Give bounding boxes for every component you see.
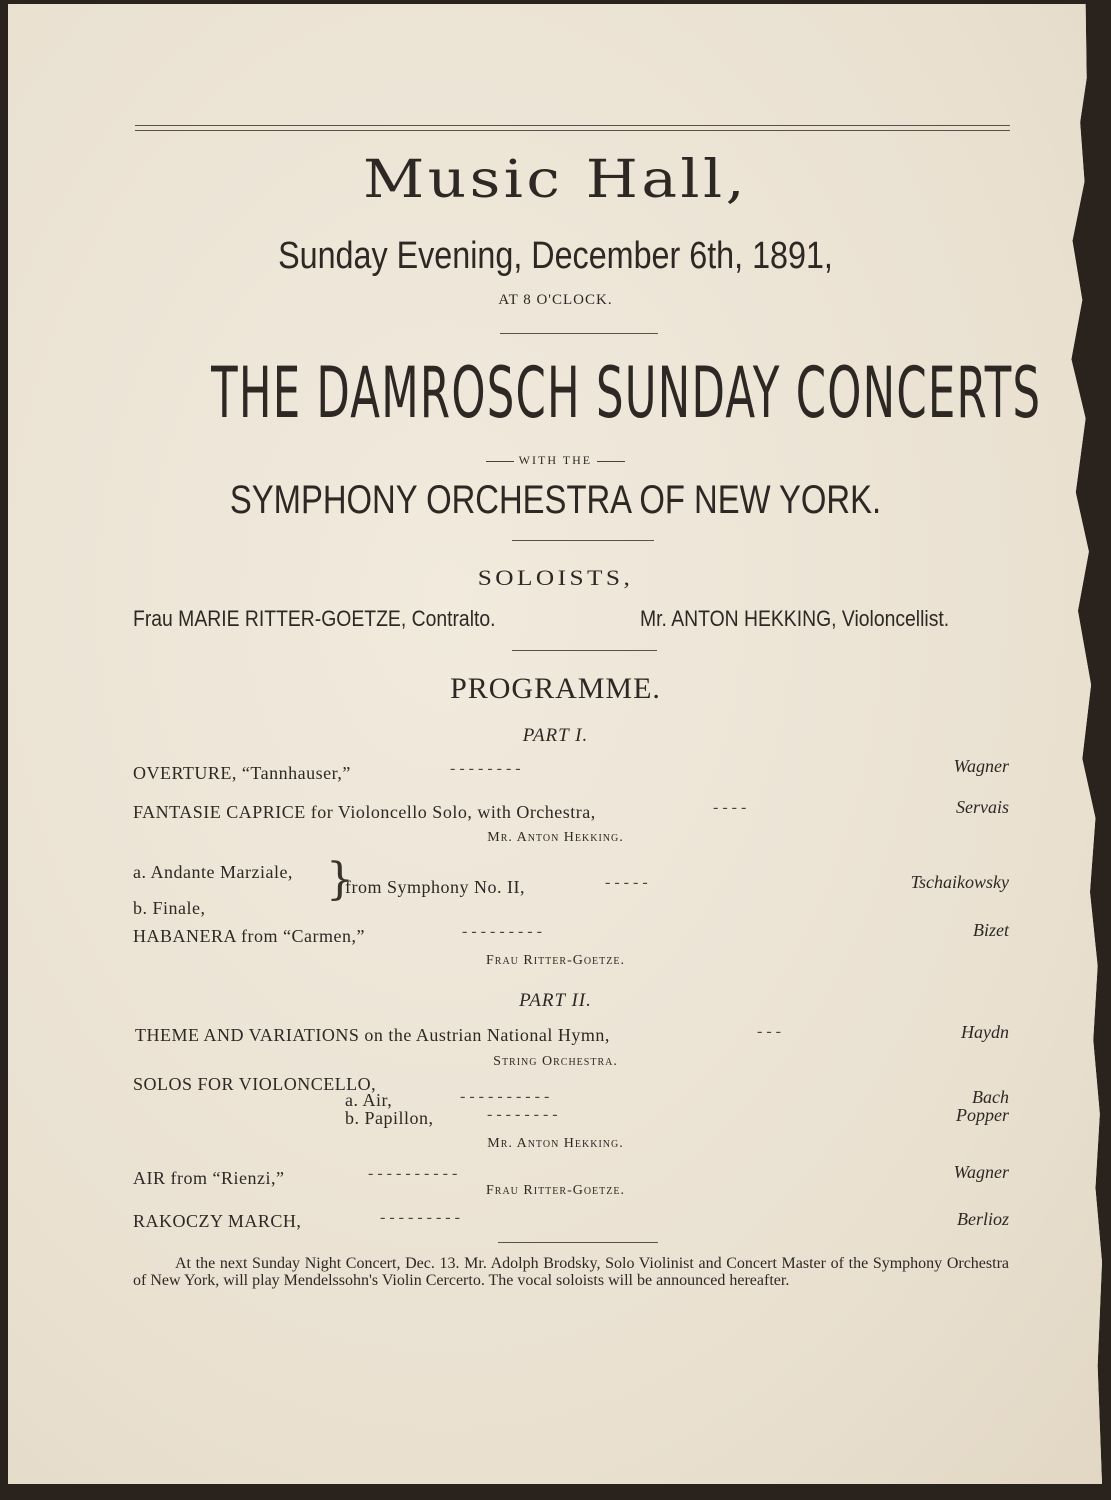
leader-dots: - - - - - - - - - - [368,1165,458,1182]
next-concert-note: At the next Sunday Night Concert, Dec. 13. Mr. Adolph Brodsky, Solo Violinist and Concert Master of the Symphony Orchestra of New York, will play Mendelssohn's Violin Cercerto. The vocal soloists will be announced hereafter. [133,1255,1009,1289]
programme-item-title: SOLOS FOR VIOLONCELLO, [133,1074,377,1094]
programme-item-title: OVERTURE, “Tannhauser,” [133,763,351,783]
composer-name: Haydn [961,1022,1009,1042]
solo-a: a. Air, [345,1090,393,1110]
leader-dots: - - - [757,1023,781,1040]
composer-name: Servais [956,797,1009,817]
concert-date: Sunday Evening, December 6th, 1891, [278,235,833,277]
composer-name: Bizet [973,920,1009,940]
composer-name: Bach [972,1087,1009,1107]
composer-name: Wagner [953,1162,1009,1182]
soloist-violoncellist: Mr. ANTON HEKKING, Violoncellist. [640,606,950,631]
performer-name: String Orchestra. [493,1054,618,1069]
part-two-heading: PART II. [519,990,592,1011]
performer-name: Mr. Anton Hekking. [487,1136,624,1151]
leader-dots: - - - - - [605,874,648,891]
top-rule-2 [135,130,1010,131]
venue-title: Music Hall, [362,150,749,210]
performer-name: Frau Ritter-Goetze. [486,1183,625,1198]
leader-dots: - - - - - - - - - [462,923,542,940]
solo-b: b. Papillon, [345,1108,434,1128]
with-the-label: WITH THE [0,453,1111,468]
composer-name: Wagner [953,756,1009,776]
divider [512,540,654,541]
soloist-contralto: Frau MARIE RITTER-GOETZE, Contralto. [133,606,496,631]
divider [512,650,657,651]
divider [500,333,658,334]
composer-name: Berlioz [957,1209,1009,1229]
concert-time: AT 8 O'CLOCK. [498,292,613,308]
movement-b: b. Finale, [133,898,206,918]
brace: } [326,854,354,905]
programme-item-title: RAKOCZY MARCH, [133,1211,302,1231]
orchestra-name: SYMPHONY ORCHESTRA OF NEW YORK. [229,478,882,522]
divider [498,1242,658,1243]
leader-dots: - - - - - - - - [487,1106,558,1123]
programme-item-title: AIR from “Rienzi,” [133,1168,285,1188]
top-rule [135,125,1010,126]
composer-name: Popper [956,1105,1009,1125]
leader-dots: - - - - [713,799,747,816]
movement-a: a. Andante Marziale, [133,862,293,882]
composer-name: Tschaikowsky [910,872,1009,892]
concert-series-banner: THE DAMROSCH SUNDAY CONCERTS [211,352,1042,434]
programme-item-title: HABANERA from “Carmen,” [133,926,365,946]
soloists-heading: SOLOISTS, [477,565,634,590]
leader-dots: - - - - - - - - - - [460,1088,550,1105]
leader-dots: - - - - - - - - [450,760,521,777]
performer-name: Mr. Anton Hekking. [487,830,624,845]
programme-item-title: FANTASIE CAPRICE for Violoncello Solo, with Orchestra, [133,802,596,822]
programme-item-title: from Symphony No. II, [345,877,525,897]
performer-name: Frau Ritter-Goetze. [486,953,625,968]
programme-item-title: THEME AND VARIATIONS on the Austrian National Hymn, [135,1025,610,1045]
part-one-heading: PART I. [522,725,589,746]
programme-heading: PROGRAMME. [450,672,661,705]
leader-dots: - - - - - - - - - [380,1209,460,1226]
